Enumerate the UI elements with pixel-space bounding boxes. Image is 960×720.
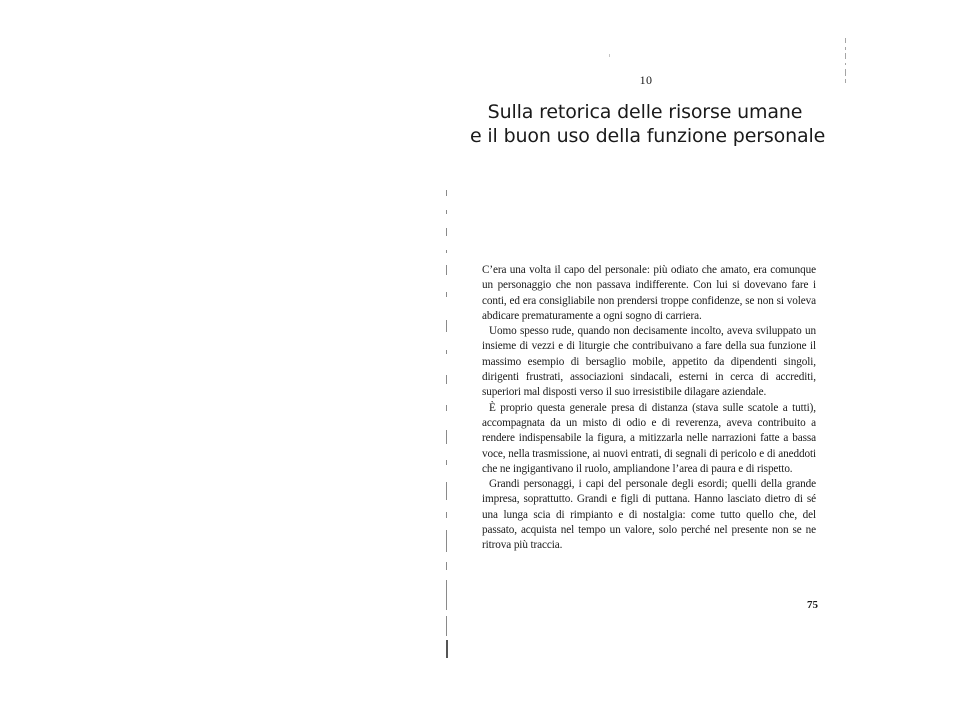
- paragraph-3: È proprio questa generale presa di distanza (stava sulle scatole a tutti), accompagnata da un misto di odio e di reverenza, aveva contribuito a rendere indispensabile la figura, a mitizzarla nelle narrazioni fatte a bassa voce, nella trasmissione, ai nuovi entrati, di segnali di pericolo e di aneddoti che ne ingigantivano il ruolo, ampliandone l’area di paura e di rispetto.: [482, 401, 816, 475]
- chapter-number: 10: [639, 73, 653, 87]
- scan-edge-marks: [845, 38, 847, 86]
- body-text: [482, 263, 816, 554]
- paragraph-1: C’era una volta il capo del personale: più odiato che amato, era comunque un personaggio che non passava indifferente. Con lui si dovevano fare i conti, ed era consigliabile non prendersi troppe confidenze, se non si voleva abdicare prematuramente a ogni sogno di carriera.: [482, 264, 816, 322]
- paragraph-4: Grandi personaggi, i capi del personale degli esordi; quelli della grande impresa, soprattutto. Grandi e figli di puttana. Hanno lasciato dietro di sé una lunga scia di rimpianto e di nostalgia: come tutto quello che, del passato, acquista nel tempo un valore, solo perché nel presente non se ne ritrova più traccia.: [482, 478, 816, 552]
- paragraph-2: Uomo spesso rude, quando non decisamente incolto, aveva sviluppato un insieme di vezzi e di liturgie che contribuivano a fare della sua funzione il massimo esempio di bersaglio mobile, appetito da dipendenti singoli, dirigenti frustrati, associazioni sindacali, esterni in cerca di accrediti, superiori mal disposti verso il suo irresistibile dilagare aziendale.: [482, 325, 816, 399]
- chapter-title-line-2: e il buon uso della funzione personale: [470, 125, 826, 147]
- chapter-title: [470, 100, 826, 148]
- page-number: 75: [807, 599, 818, 611]
- scan-artifact: [609, 54, 610, 57]
- chapter-title-line-1: Sulla retorica delle risorse umane: [487, 101, 803, 123]
- scan-spine-marks: [445, 190, 449, 660]
